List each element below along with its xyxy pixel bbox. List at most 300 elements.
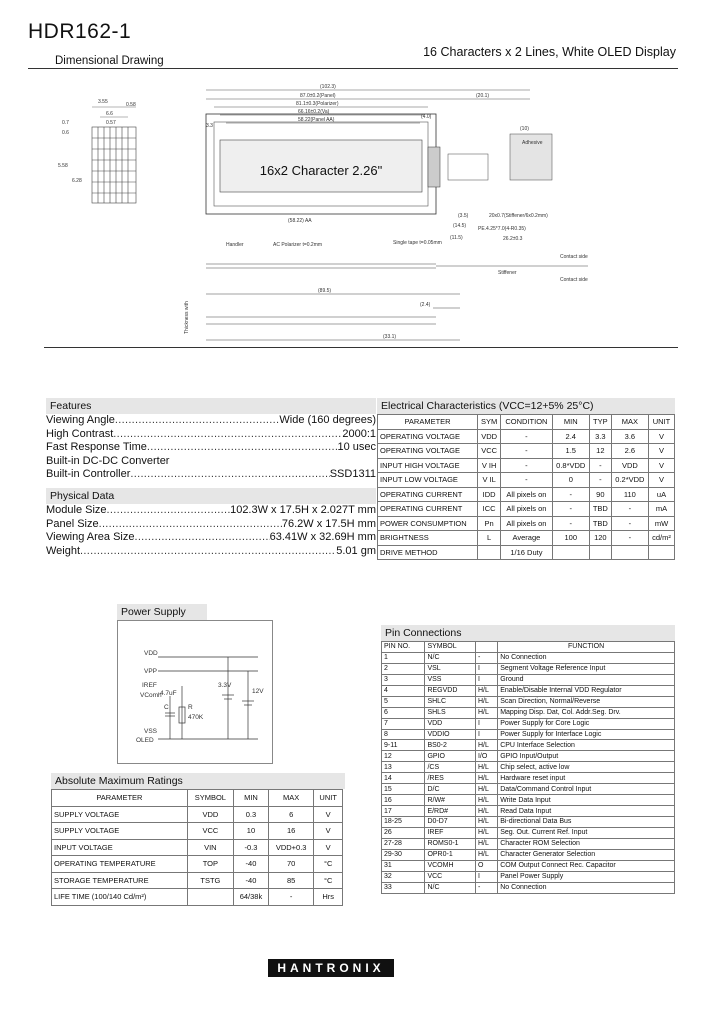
absolute-ratings-section: [51, 773, 345, 906]
table-cell: H/L: [475, 795, 497, 806]
table-cell: DRIVE METHOD: [378, 545, 478, 560]
table-row: [52, 839, 343, 856]
table-cell: Write Data Input: [498, 795, 675, 806]
leader-dots: [130, 468, 329, 482]
cap-label: C: [164, 704, 169, 711]
table-cell: 6: [382, 707, 425, 718]
table-row: [382, 729, 675, 740]
dim-07: 0.7: [62, 120, 69, 126]
table-cell: 12: [589, 444, 611, 459]
dim-33: 3.3: [206, 123, 213, 129]
feature-value: 10 usec: [337, 441, 376, 454]
table-cell: 15: [382, 784, 425, 795]
dim-66: 6.6: [106, 111, 113, 117]
table-row: [382, 685, 675, 696]
table-row: [382, 751, 675, 762]
table-cell: BS0-2: [425, 740, 476, 751]
leader-dots: [115, 414, 279, 428]
table-cell: All pixels on: [501, 516, 552, 531]
table-cell: D/C: [425, 784, 476, 795]
table-cell: 1/16 Duty: [501, 545, 552, 560]
dim-panel: 87.0±0.2(Panel): [300, 93, 336, 99]
table-cell: TBD: [589, 516, 611, 531]
leader-dots: [147, 441, 338, 455]
physical-label: Weight: [46, 544, 81, 557]
table-cell: Average: [501, 531, 552, 546]
feature-row: [46, 428, 376, 442]
dim-35: (3.5): [458, 213, 469, 219]
thickness-label: Thickness with: [184, 301, 190, 334]
table-cell: /CS: [425, 762, 476, 773]
table-cell: N/C: [425, 652, 476, 663]
col-header: SYMBOL: [425, 642, 476, 653]
table-cell: Bi-directional Data Bus: [498, 817, 675, 828]
table-cell: 7: [382, 718, 425, 729]
table-cell: 32: [382, 871, 425, 882]
feature-label: Built-in DC-DC Converter: [46, 454, 170, 467]
table-cell: mA: [649, 502, 675, 517]
table-cell: -: [475, 652, 497, 663]
power-supply-box: [117, 620, 273, 764]
col-header: UNIT: [314, 790, 343, 807]
table-cell: TSTG: [187, 872, 233, 889]
product-subtitle: 16 Characters x 2 Lines, White OLED Display: [423, 45, 676, 59]
dim-895: (89.5): [318, 288, 332, 294]
leader-dots: [134, 531, 269, 545]
table-cell: 1.5: [552, 444, 589, 459]
table-cell: 2.4: [552, 429, 589, 444]
table-cell: VCC: [187, 823, 233, 840]
table-cell: -: [552, 516, 589, 531]
resistor-value: 470K: [188, 714, 204, 721]
table-row: [382, 817, 675, 828]
table-row: [52, 806, 343, 823]
table-cell: °C: [314, 872, 343, 889]
table-cell: -0.3: [233, 839, 268, 856]
table-cell: Enable/Disable Internal VDD Regulator: [498, 685, 675, 696]
table-cell: INPUT LOW VOLTAGE: [378, 473, 478, 488]
table-cell: 0.3: [233, 806, 268, 823]
table-row: [382, 871, 675, 882]
table-cell: -40: [233, 872, 268, 889]
table-cell: SHLC: [425, 696, 476, 707]
table-cell: IDD: [478, 487, 501, 502]
table-cell: 10: [233, 823, 268, 840]
model-title: HDR162-1: [28, 20, 132, 43]
dim-aa-bottom: (58.22) AA: [288, 218, 312, 224]
col-header: TYP: [589, 415, 611, 430]
table-cell: All pixels on: [501, 502, 552, 517]
dim-polarizer: 81.1±0.3(Polarizer): [296, 101, 339, 107]
table-cell: 5: [382, 696, 425, 707]
table-cell: OPERATING CURRENT: [378, 487, 478, 502]
table-cell: H/L: [475, 740, 497, 751]
table-cell: Character ROM Selection: [498, 838, 675, 849]
dim-24: (2.4): [420, 302, 431, 308]
table-cell: H/L: [475, 806, 497, 817]
physical-value: 63.41W x 32.69H mm: [269, 531, 376, 544]
table-cell: VDD: [611, 458, 648, 473]
table-cell: -: [552, 502, 589, 517]
table-cell: V: [314, 839, 343, 856]
table-cell: cd/m²: [649, 531, 675, 546]
table-row: [378, 429, 675, 444]
dim-fpc-tail: (20.1): [476, 93, 490, 99]
table-cell: -: [268, 889, 313, 906]
table-cell: I: [475, 718, 497, 729]
table-cell: SUPPLY VOLTAGE: [52, 823, 188, 840]
table-cell: No Connection: [498, 652, 675, 663]
table-cell: VDD+0.3: [268, 839, 313, 856]
table-cell: -: [552, 487, 589, 502]
table-cell: 2: [382, 663, 425, 674]
table-cell: OPERATING TEMPERATURE: [52, 856, 188, 873]
table-row: [382, 663, 675, 674]
table-cell: SUPPLY VOLTAGE: [52, 806, 188, 823]
table-cell: 29-30: [382, 849, 425, 860]
table-cell: Ground: [498, 674, 675, 685]
table-cell: 9-11: [382, 740, 425, 751]
feature-value: 2000:1: [342, 427, 376, 440]
table-row: [382, 652, 675, 663]
display-sample-text: 16x2 Character 2.26": [259, 163, 383, 178]
stiffener-label: Stiffener: [498, 270, 517, 276]
features-heading: Features: [46, 398, 376, 414]
table-cell: V: [314, 806, 343, 823]
table-row: [382, 860, 675, 871]
table-cell: 16: [268, 823, 313, 840]
table-cell: -40: [233, 856, 268, 873]
table-cell: -: [589, 458, 611, 473]
dim-145: (14.5): [453, 223, 467, 229]
table-cell: -: [501, 444, 552, 459]
table-cell: O: [475, 860, 497, 871]
feature-label: High Contrast: [46, 427, 114, 440]
table-cell: N/C: [425, 882, 476, 893]
table-cell: /RES: [425, 773, 476, 784]
table-cell: 0.8*VDD: [552, 458, 589, 473]
col-header: MAX: [268, 790, 313, 807]
table-cell: -: [501, 458, 552, 473]
table-cell: E/RD#: [425, 806, 476, 817]
table-cell: 64/38k: [233, 889, 268, 906]
table-row: [382, 773, 675, 784]
table-cell: 18-25: [382, 817, 425, 828]
table-row: [378, 502, 675, 517]
table-cell: V: [649, 458, 675, 473]
table-row: [378, 444, 675, 459]
table-cell: All pixels on: [501, 487, 552, 502]
table-cell: H/L: [475, 696, 497, 707]
supply-v2: 12V: [252, 688, 264, 695]
physical-row: [46, 518, 376, 532]
table-cell: VSL: [425, 663, 476, 674]
leader-dots: [99, 518, 282, 532]
feature-label: Fast Response Time: [46, 441, 147, 454]
feature-value: Wide (160 degrees): [279, 414, 376, 426]
iref-label: IREF: [142, 682, 157, 689]
feature-row: [46, 455, 376, 469]
table-cell: VCC: [478, 444, 501, 459]
table-cell: I/O: [475, 751, 497, 762]
feature-row: [46, 468, 376, 482]
vpp-label: VPP: [144, 668, 158, 675]
vss-label: VSS: [144, 728, 158, 735]
table-cell: V IH: [478, 458, 501, 473]
table-cell: -: [475, 882, 497, 893]
table-row: [382, 762, 675, 773]
table-cell: 120: [589, 531, 611, 546]
col-header: [475, 642, 497, 653]
physical-row: [46, 545, 376, 559]
col-header: PIN NO.: [382, 642, 425, 653]
table-header-row: [52, 790, 343, 807]
dim-628: 6.28: [72, 178, 82, 184]
dim-06: 0.6: [62, 130, 69, 136]
table-cell: 100: [552, 531, 589, 546]
dim-115: (11.5): [450, 235, 463, 241]
table-cell: Character Generator Selection: [498, 849, 675, 860]
table-cell: 3: [382, 674, 425, 685]
table-cell: REGVDD: [425, 685, 476, 696]
table-cell: R/W#: [425, 795, 476, 806]
table-row: [382, 696, 675, 707]
table-cell: CPU Interface Selection: [498, 740, 675, 751]
vdd-label: VDD: [144, 650, 158, 657]
col-header: MAX: [611, 415, 648, 430]
table-cell: [611, 545, 648, 560]
table-cell: ROMS0-1: [425, 838, 476, 849]
physical-heading: Physical Data: [46, 488, 376, 504]
table-cell: V: [649, 444, 675, 459]
brand-logo: HANTRONIX: [268, 959, 394, 977]
feature-label: Built-in Controller: [46, 468, 131, 481]
table-cell: [187, 889, 233, 906]
fpc-length-label: PE.4.25*7.0(4-R0.35): [478, 226, 526, 232]
table-cell: H/L: [475, 773, 497, 784]
table-row: [52, 889, 343, 906]
table-cell: VCC: [425, 871, 476, 882]
leader-dots: [107, 504, 231, 518]
table-cell: ICC: [478, 502, 501, 517]
table-cell: 3.3: [589, 429, 611, 444]
table-row: [382, 806, 675, 817]
table-cell: 17: [382, 806, 425, 817]
table-cell: 8: [382, 729, 425, 740]
table-cell: H/L: [475, 784, 497, 795]
dim-40: (4.0): [421, 114, 432, 120]
table-cell: 14: [382, 773, 425, 784]
table-row: [378, 458, 675, 473]
electrical-section: [377, 398, 675, 560]
table-cell: H/L: [475, 762, 497, 773]
table-cell: 6: [268, 806, 313, 823]
table-cell: I: [475, 729, 497, 740]
table-cell: H/L: [475, 685, 497, 696]
dim-331: (33.1): [383, 334, 397, 340]
table-cell: °C: [314, 856, 343, 873]
dim-total-length: (102.3): [320, 84, 336, 90]
table-cell: 70: [268, 856, 313, 873]
table-row: [378, 473, 675, 488]
table-cell: Seg. Out. Current Ref. Input: [498, 827, 675, 838]
table-row: [52, 823, 343, 840]
ac-polarizer-label: AC Polarizer t=0.2mm: [273, 242, 323, 248]
table-cell: Read Data Input: [498, 806, 675, 817]
dim-10: (10): [520, 126, 529, 132]
electrical-heading: Electrical Characteristics (VCC=12+5% 25°C): [377, 398, 675, 414]
table-cell: Pn: [478, 516, 501, 531]
table-row: [382, 838, 675, 849]
supply-v1: 3.3V: [218, 682, 232, 689]
power-supply-section: [117, 604, 273, 764]
dim-va: 66.16±0.2(Va): [298, 109, 330, 115]
table-row: [382, 827, 675, 838]
table-cell: VIN: [187, 839, 233, 856]
power-supply-schematic: [118, 621, 272, 763]
physical-row: [46, 504, 376, 518]
table-cell: Hrs: [314, 889, 343, 906]
table-header-row: [382, 642, 675, 653]
table-cell: INPUT VOLTAGE: [52, 839, 188, 856]
table-cell: H/L: [475, 849, 497, 860]
table-cell: Segment Voltage Reference Input: [498, 663, 675, 674]
table-cell: Data/Command Control Input: [498, 784, 675, 795]
table-cell: V: [649, 473, 675, 488]
dim-355: 3.55: [98, 99, 108, 105]
table-cell: -: [501, 473, 552, 488]
dim-558: 5.58: [58, 163, 68, 169]
table-cell: BRIGHTNESS: [378, 531, 478, 546]
table-cell: mW: [649, 516, 675, 531]
col-header: UNIT: [649, 415, 675, 430]
vcomh-label: VComh: [140, 692, 162, 699]
table-cell: VSS: [425, 674, 476, 685]
table-row: [378, 516, 675, 531]
table-cell: LIFE TIME (100/140 Cd/m²): [52, 889, 188, 906]
table-row: [378, 531, 675, 546]
table-cell: VDD: [187, 806, 233, 823]
table-cell: 110: [611, 487, 648, 502]
table-cell: L: [478, 531, 501, 546]
dim-aa: 58.22(Panel AA): [298, 117, 335, 123]
col-header: CONDITION: [501, 415, 552, 430]
table-row: [52, 872, 343, 889]
table-cell: H/L: [475, 838, 497, 849]
table-row: [382, 882, 675, 893]
physical-value: 102.3W x 17.5H x 2.027T mm: [230, 503, 376, 516]
physical-label: Module Size: [46, 503, 107, 516]
top-divider: [28, 68, 678, 69]
col-header: FUNCTION: [498, 642, 675, 653]
table-cell: 12: [382, 751, 425, 762]
dim-058: 0.58: [126, 102, 136, 108]
table-cell: I: [475, 674, 497, 685]
table-cell: VDD: [425, 718, 476, 729]
table-row: [382, 674, 675, 685]
cap-value: 4.7uF: [160, 690, 177, 697]
table-cell: 27-28: [382, 838, 425, 849]
table-cell: Scan Direction, Normal/Reverse: [498, 696, 675, 707]
table-cell: INPUT HIGH VOLTAGE: [378, 458, 478, 473]
table-cell: 90: [589, 487, 611, 502]
table-cell: D0-D7: [425, 817, 476, 828]
table-cell: OPERATING VOLTAGE: [378, 429, 478, 444]
table-cell: OPERATING CURRENT: [378, 502, 478, 517]
fpc-bond: [428, 147, 440, 187]
table-cell: H/L: [475, 817, 497, 828]
drawing-bottom-divider: [44, 347, 678, 348]
pin-connections-table: [381, 641, 675, 894]
table-cell: [589, 545, 611, 560]
handler-label: Handler: [226, 242, 244, 248]
leader-dots: [113, 428, 342, 442]
table-cell: 16: [382, 795, 425, 806]
table-cell: [478, 545, 501, 560]
table-cell: 3.6: [611, 429, 648, 444]
table-cell: STORAGE TEMPERATURE: [52, 872, 188, 889]
table-cell: No Connection: [498, 882, 675, 893]
table-cell: COM Output Connect Rec. Capacitor: [498, 860, 675, 871]
table-cell: OPERATING VOLTAGE: [378, 444, 478, 459]
table-cell: -: [611, 531, 648, 546]
table-cell: V: [314, 823, 343, 840]
table-cell: I: [475, 871, 497, 882]
electrical-table: [377, 414, 675, 560]
table-cell: [649, 545, 675, 560]
table-cell: H/L: [475, 827, 497, 838]
physical-label: Viewing Area Size: [46, 531, 135, 544]
dim-057: 0.57: [106, 120, 116, 126]
table-cell: -: [501, 429, 552, 444]
table-row: [382, 718, 675, 729]
physical-label: Panel Size: [46, 517, 99, 530]
contact-side-label: Contact side: [560, 254, 588, 260]
pin-connections-section: [381, 625, 675, 894]
table-cell: 2.6: [611, 444, 648, 459]
table-cell: 13: [382, 762, 425, 773]
col-header: PARAMETER: [52, 790, 188, 807]
table-row: [52, 856, 343, 873]
table-cell: GPIO: [425, 751, 476, 762]
table-cell: Power Supply for Interface Logic: [498, 729, 675, 740]
table-cell: 33: [382, 882, 425, 893]
table-cell: H/L: [475, 707, 497, 718]
table-cell: -: [589, 473, 611, 488]
table-cell: uA: [649, 487, 675, 502]
pin-connections-heading: Pin Connections: [381, 625, 675, 641]
physical-value: 5.01 gm: [336, 544, 376, 557]
table-cell: TOP: [187, 856, 233, 873]
col-header: SYM: [478, 415, 501, 430]
table-cell: VDDIO: [425, 729, 476, 740]
table-cell: IREF: [425, 827, 476, 838]
resistor-label: R: [188, 704, 193, 711]
oled-label: OLED: [136, 737, 154, 744]
table-cell: Panel Power Supply: [498, 871, 675, 882]
table-cell: 85: [268, 872, 313, 889]
table-row: [378, 545, 675, 560]
adhesive-label: Adhesive: [522, 140, 543, 146]
dimensional-drawing: [28, 72, 678, 347]
feature-row: [46, 414, 376, 428]
table-cell: POWER CONSUMPTION: [378, 516, 478, 531]
col-header: MIN: [552, 415, 589, 430]
table-cell: 0: [552, 473, 589, 488]
feature-row: [46, 441, 376, 455]
fpc-tail: [448, 154, 488, 180]
table-cell: VCOMH: [425, 860, 476, 871]
